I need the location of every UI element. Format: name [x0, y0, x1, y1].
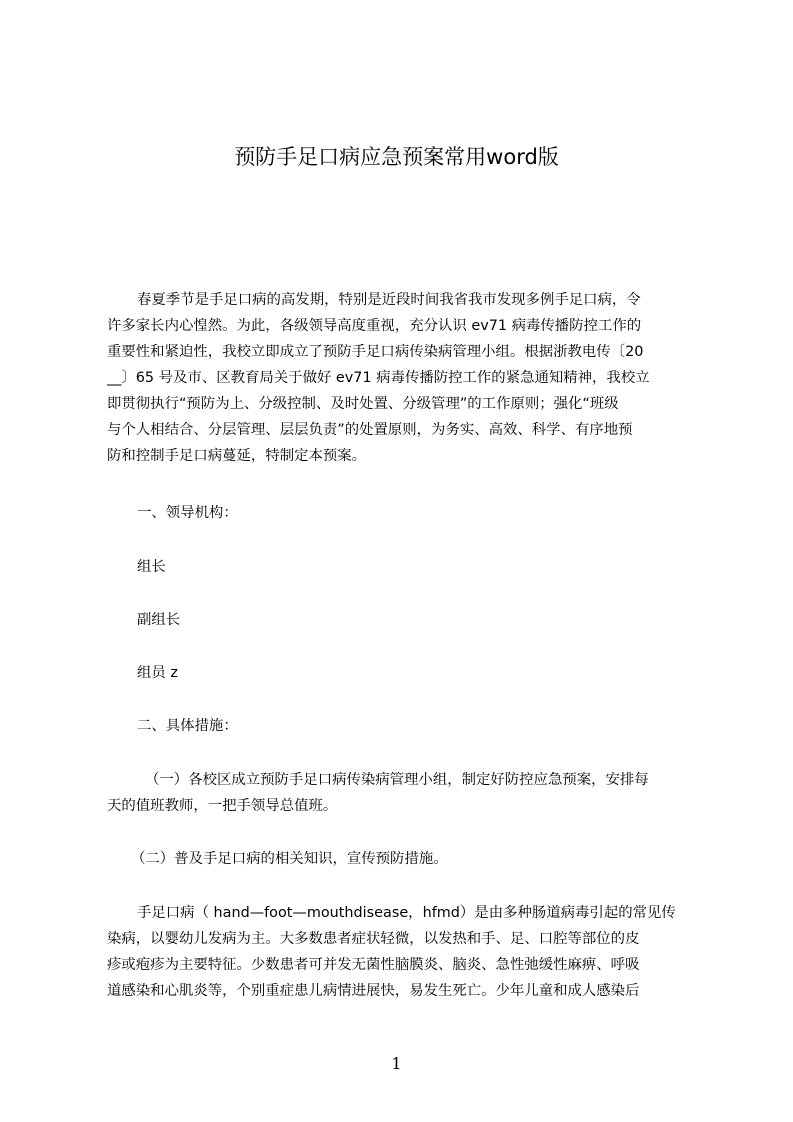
paragraph-line: 防和控制手足口病蔓延，特制定本预案。 [107, 448, 367, 464]
leader-label: 组长 [137, 559, 166, 575]
paragraph-line: 春夏季节是手足口病的高发期，特别是近段时间我省我市发现多例手足口病，令 [137, 292, 641, 308]
member-label: 组员 z [137, 665, 178, 681]
document-title: 预防手足口病应急预案常用word版 [234, 145, 559, 169]
measure-two-heading: （二）普及手足口病的相关知识，宣传预防措施。 [131, 851, 448, 867]
paragraph-line: 即贯彻执行“预防为上、分级控制、及时处置、分级管理”的工作原则；强化“班级 [107, 396, 619, 412]
intro-paragraph [107, 287, 697, 469]
paragraph-line: 手足口病（ hand—foot—mouthdisease，hfmd）是由多种肠道病毒引起的常见传 [137, 905, 676, 921]
disease-paragraph [107, 900, 697, 1004]
paragraph-line: 重要性和紧迫性，我校立即成立了预防手足口病传染病管理小组。根据浙教电传〔20 [107, 344, 644, 360]
paragraph-line: 天的值班教师，一把手领导总值班。 [107, 798, 338, 814]
paragraph-line: 许多家长内心惶然。为此，各级领导高度重视，充分认识 ev71 病毒传播防控工作的 [107, 318, 642, 334]
section-heading-leadership: 一、领导机构： [137, 505, 238, 521]
measure-one-paragraph [107, 767, 697, 819]
page-number: 1 [391, 1054, 402, 1073]
paragraph-line: __〕65 号及市、区教育局关于做好 ev71 病毒传播防控工作的紧急通知精神，我校立 [107, 370, 650, 386]
section-heading-measures: 二、具体措施： [137, 718, 238, 734]
deputy-leader-label: 副组长 [137, 612, 181, 628]
paragraph-line: （一）各校区成立预防手足口病传染病管理小组，制定好防控应急预案，安排每 [145, 772, 649, 788]
paragraph-line: 道感染和心肌炎等，个别重症患儿病情进展快，易发生死亡。少年儿童和成人感染后 [107, 983, 640, 999]
paragraph-line: 疹或疱疹为主要特征。少数患者可并发无菌性脑膜炎、脑炎、急性弛缓性麻痹、呼吸 [107, 957, 640, 973]
paragraph-line: 染病，以婴幼儿发病为主。大多数患者症状轻微，以发热和手、足、口腔等部位的皮 [107, 931, 640, 947]
paragraph-line: 与个人相结合、分层管理、层层负责”的处置原则，为务实、高效、科学、有序地预 [107, 422, 633, 438]
